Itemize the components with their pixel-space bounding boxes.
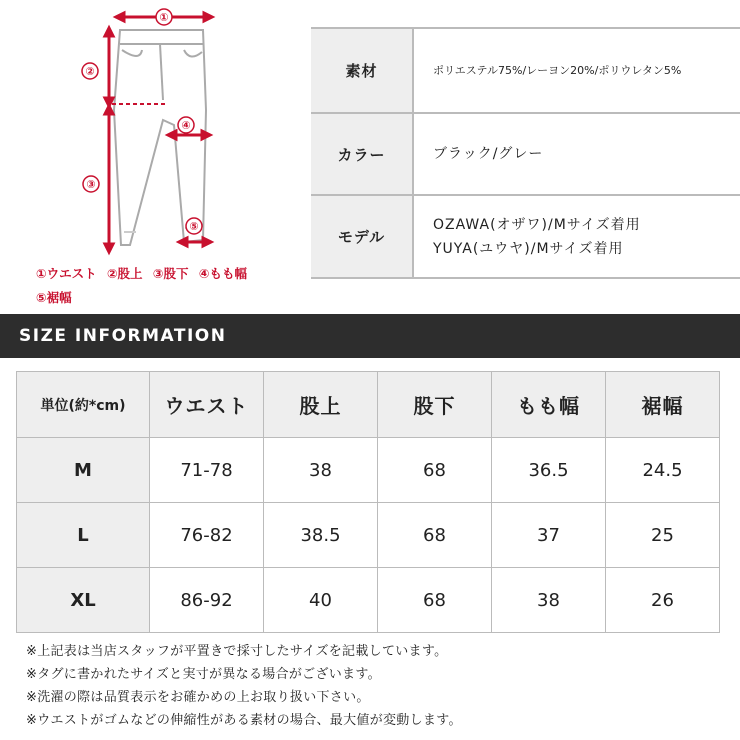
header-cell-waist: ウエスト — [150, 372, 264, 438]
marker-1: ① — [159, 11, 169, 24]
note-line: ※ウエストがゴムなどの伸縮性がある素材の場合、最大値が変動します。 — [26, 713, 462, 728]
table-cell: 86-92 — [150, 568, 264, 633]
note-line: ※タグに書かれたサイズと実寸が異なる場合がございます。 — [26, 667, 381, 682]
spec-key: 素材 — [311, 29, 414, 112]
pants-illustration — [0, 0, 300, 262]
size-table — [16, 371, 720, 633]
header-cell-thigh: もも幅 — [492, 372, 606, 438]
size-table-header-row — [17, 372, 720, 438]
spec-key: モデル — [311, 196, 414, 277]
marker-4: ④ — [181, 119, 191, 132]
table-cell: 26 — [606, 568, 720, 633]
section-header — [0, 314, 740, 358]
header-cell-hem: 裾幅 — [606, 372, 720, 438]
pants-measurement-diagram — [0, 0, 300, 310]
table-cell: 25 — [606, 503, 720, 568]
notes — [26, 640, 462, 732]
spec-value-line: YUYA(ユウヤ)/Mサイズ着用 — [433, 240, 624, 257]
table-cell: 37 — [492, 503, 606, 568]
header-cell-inseam: 股下 — [378, 372, 492, 438]
pants-drawing — [114, 30, 206, 245]
spec-value — [414, 196, 740, 277]
table-cell: 40 — [264, 568, 378, 633]
table-cell: 38 — [492, 568, 606, 633]
table-row — [17, 503, 720, 568]
header-cell-rise: 股上 — [264, 372, 378, 438]
table-cell: 76-82 — [150, 503, 264, 568]
spec-value — [414, 114, 740, 194]
spec-value — [414, 29, 740, 112]
note-line: ※上記表は当店スタッフが平置きで採寸したサイズを記載しています。 — [26, 644, 448, 659]
spec-value-line: ポリエステル75%/レーヨン20%/ポリウレタン5% — [433, 63, 682, 77]
table-cell: 38 — [264, 438, 378, 503]
table-cell: 24.5 — [606, 438, 720, 503]
table-cell: 36.5 — [492, 438, 606, 503]
size-label: XL — [17, 568, 150, 633]
legend-item-waist: ①ウエスト — [36, 266, 97, 281]
legend-item-hem: ⑤裾幅 — [36, 290, 72, 305]
header-cell-unit: 単位(約*cm) — [17, 372, 150, 438]
table-row — [17, 568, 720, 633]
legend-line-1 — [36, 262, 296, 286]
size-label: L — [17, 503, 150, 568]
legend-item-thigh: ④もも幅 — [198, 266, 247, 281]
note-line: ※洗濯の際は品質表示をお確かめの上お取り扱い下さい。 — [26, 690, 370, 705]
spec-value-line: OZAWA(オザワ)/Mサイズ着用 — [433, 216, 641, 233]
table-cell: 68 — [378, 503, 492, 568]
size-label: M — [17, 438, 150, 503]
legend-item-inseam: ③股下 — [152, 266, 189, 281]
spec-key: カラー — [311, 114, 414, 194]
marker-5: ⑤ — [189, 220, 199, 233]
spec-value-line: ブラック/グレー — [433, 146, 544, 162]
spec-row-material — [311, 29, 740, 114]
legend-item-rise: ②股上 — [106, 266, 143, 281]
spec-table — [311, 27, 740, 279]
spec-row-color — [311, 114, 740, 196]
table-cell: 71-78 — [150, 438, 264, 503]
marker-3: ③ — [86, 178, 96, 191]
diagram-legend — [36, 262, 296, 310]
table-cell: 68 — [378, 438, 492, 503]
legend-line-2 — [36, 286, 296, 310]
table-cell: 68 — [378, 568, 492, 633]
spec-row-model — [311, 196, 740, 279]
table-cell: 38.5 — [264, 503, 378, 568]
marker-2: ② — [85, 65, 95, 78]
section-title: SIZE INFORMATION — [19, 326, 227, 346]
table-row — [17, 438, 720, 503]
